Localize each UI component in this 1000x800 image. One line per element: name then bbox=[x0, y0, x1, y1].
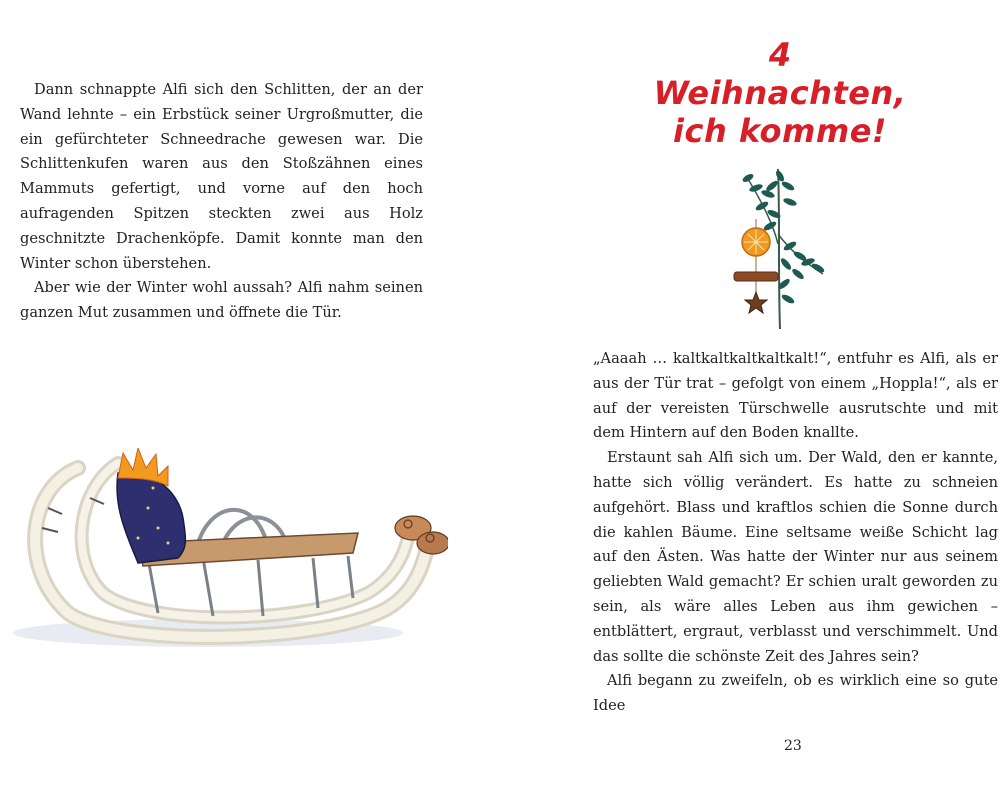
right-page-text bbox=[593, 347, 998, 719]
paragraph: Dann schnappte Alfi sich den Schlitten, der an der Wand lehnte – ein Erbstück seiner Urgroßmutter, die ein gefürchteter Schneedrache gewesen war. Die Schlittenkufen waren aus den Stoßzähnen eines Mammuts gefertigt, und vorne auf den hoch aufragenden Spitzen steckten zwei aus Holz geschnitzte Drachenköpfe. Damit konnte man den Winter schon überstehen. bbox=[20, 81, 423, 272]
sled-illustration bbox=[8, 448, 448, 658]
paragraph: Aber wie der Winter wohl aussah? Alfi nahm seinen ganzen Mut zusammen und öffnete die Tür. bbox=[20, 279, 423, 322]
page-number: 23 bbox=[784, 738, 802, 754]
paragraph: Erstaunt sah Alfi sich um. Der Wald, den er kannte, hatte sich völlig verändert. Es hatte zu schneien aufgehört. Blass und kraftlos schien die Sonne durch die kahlen Bäume. Eine seltsame weiße Schicht lag auf den Ästen. Was hatte der Winter nur aus seinem geliebten Wald gemacht? Er schien uralt geworden zu sein, als wäre alles Leben aus ihm gewichen – entblättert, ergraut, verblasst und verschimmelt. Und das sollte die schönste Zeit des Jahres sein? bbox=[593, 449, 998, 665]
paragraph: Alfi begann zu zweifeln, ob es wirklich eine so gute Idee bbox=[593, 672, 998, 715]
chapter-number: 4 bbox=[768, 36, 792, 74]
chapter-heading bbox=[650, 36, 910, 150]
chapter-title-line2: ich komme! bbox=[673, 112, 887, 150]
right-page bbox=[500, 0, 1000, 800]
paragraph: „Aaaah … kaltkaltkaltkaltkalt!“, entfuhr es Alfi, als er aus der Tür trat – gefolgt von einem „Hoppla!“, als er auf der vereisten Türschwelle ausrutschte und mit dem Hintern auf den Boden knallte. bbox=[593, 350, 998, 442]
chapter-title-line1: Weihnachten, bbox=[653, 74, 907, 112]
spruce-orange-cinnamon-illustration bbox=[718, 164, 838, 334]
left-page-text bbox=[20, 78, 423, 326]
